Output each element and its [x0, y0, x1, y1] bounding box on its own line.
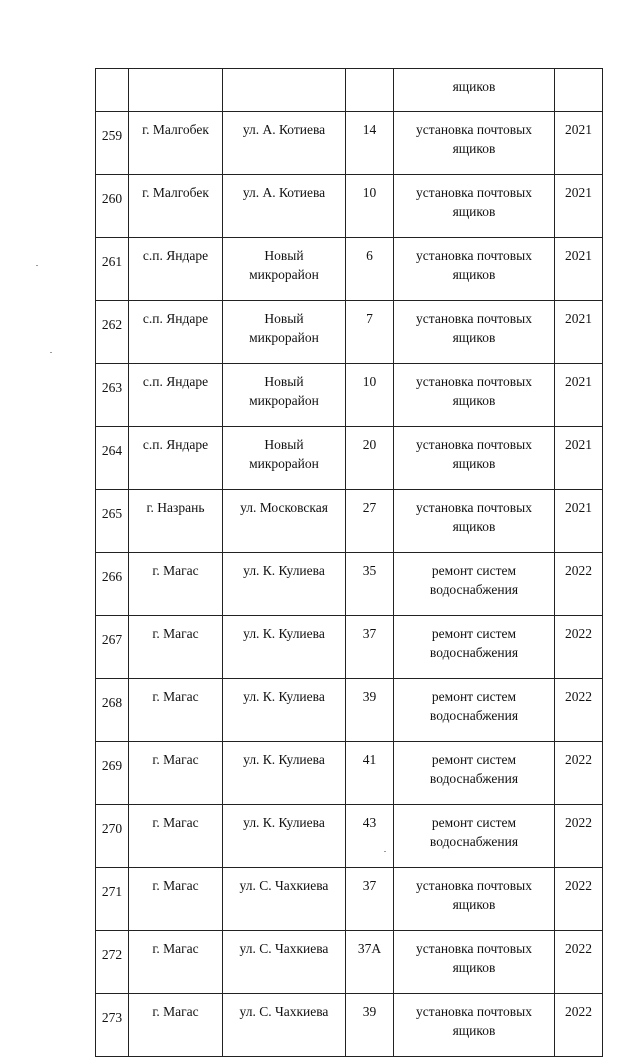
cell-house [346, 364, 394, 427]
work-text: установка почтовых [416, 878, 532, 893]
cell-num [96, 301, 129, 364]
street-text: ул. С. Чахкиева [239, 941, 329, 956]
city-text: с.п. Яндаре [142, 437, 209, 452]
num-text: 272 [101, 947, 123, 962]
num-text: 265 [101, 506, 123, 521]
cell-year [555, 679, 603, 742]
city-text: с.п. Яндаре [142, 248, 209, 263]
table-row [96, 238, 603, 301]
work-text: установка почтовых [416, 311, 532, 326]
cell-house [346, 553, 394, 616]
num-text: 259 [101, 128, 123, 143]
house-text: 39 [362, 689, 377, 704]
street-text: Новый [264, 437, 304, 452]
work-text: ящиков [452, 960, 496, 975]
cell-num [96, 427, 129, 490]
year-text: 2022 [565, 752, 592, 767]
year-text: 2022 [565, 878, 592, 893]
table-row [96, 301, 603, 364]
cell-street [223, 69, 346, 112]
work-text: водоснабжения [429, 708, 519, 723]
cell-house [346, 679, 394, 742]
city-text: г. Магас [152, 878, 199, 893]
scan-speck [50, 352, 52, 353]
street-text: микрорайон [249, 393, 319, 408]
house-text: 43 [362, 815, 377, 830]
cell-street [223, 994, 346, 1057]
city-text: г. Назрань [146, 500, 205, 515]
cell-work [394, 868, 555, 931]
cell-house [346, 994, 394, 1057]
house-text: 14 [362, 122, 377, 137]
cell-city [129, 175, 223, 238]
cell-year [555, 238, 603, 301]
cell-house [346, 616, 394, 679]
cell-city [129, 490, 223, 553]
cell-work [394, 931, 555, 994]
cell-num [96, 364, 129, 427]
year-text: 2022 [565, 815, 592, 830]
street-text: Новый [264, 311, 304, 326]
street-text: ул. С. Чахкиева [239, 1004, 329, 1019]
cell-work [394, 679, 555, 742]
cell-year [555, 364, 603, 427]
city-text: г. Магас [152, 689, 199, 704]
table-row [96, 931, 603, 994]
table-row [96, 742, 603, 805]
work-text: ремонт систем [431, 626, 517, 641]
city-text: г. Малгобек [142, 185, 209, 200]
cell-num [96, 175, 129, 238]
year-text: 2022 [565, 626, 592, 641]
cell-work [394, 994, 555, 1057]
work-text: ящиков [452, 897, 496, 912]
work-text: установка почтовых [416, 500, 532, 515]
num-text: 270 [101, 821, 123, 836]
work-text: водоснабжения [429, 582, 519, 597]
cell-num [96, 616, 129, 679]
year-text: 2022 [565, 689, 592, 704]
continuation-row [96, 69, 603, 112]
table-row [96, 175, 603, 238]
cell-work [394, 553, 555, 616]
year-text: 2021 [565, 311, 592, 326]
city-text: с.п. Яндаре [142, 374, 209, 389]
house-text: 37 [362, 626, 377, 641]
cell-year [555, 868, 603, 931]
cell-house [346, 112, 394, 175]
house-text: 37А [357, 941, 382, 956]
street-text: ул. А. Котиева [242, 185, 326, 200]
work-text: ящиков [452, 204, 496, 219]
cell-num [96, 805, 129, 868]
year-text: 2022 [565, 1004, 592, 1019]
cell-street [223, 616, 346, 679]
cell-num [96, 238, 129, 301]
city-text: г. Магас [152, 941, 199, 956]
city-text: с.п. Яндаре [142, 311, 209, 326]
cell-street [223, 427, 346, 490]
street-text: ул. К. Кулиева [243, 689, 325, 704]
city-text: г. Магас [152, 563, 199, 578]
cell-city [129, 994, 223, 1057]
cell-street [223, 112, 346, 175]
work-text: установка почтовых [416, 941, 532, 956]
num-text: 268 [101, 695, 123, 710]
cell-street [223, 868, 346, 931]
house-text: 10 [362, 374, 377, 389]
cell-year [555, 112, 603, 175]
work-text: ремонт систем [431, 689, 517, 704]
cell-num [96, 679, 129, 742]
cell-num [96, 69, 129, 112]
table-body [96, 69, 603, 1057]
cell-work [394, 742, 555, 805]
work-text: водоснабжения [429, 771, 519, 786]
city-text: г. Магас [152, 626, 199, 641]
city-text: г. Магас [152, 752, 199, 767]
cell-street [223, 364, 346, 427]
num-text: 266 [101, 569, 123, 584]
cell-house [346, 931, 394, 994]
work-text: установка почтовых [416, 1004, 532, 1019]
cell-city [129, 616, 223, 679]
house-text: 20 [362, 437, 377, 452]
year-text: 2021 [565, 437, 592, 452]
cell-street [223, 742, 346, 805]
cell-year [555, 616, 603, 679]
cell-city [129, 69, 223, 112]
city-text: г. Малгобек [142, 122, 209, 137]
work-text: ящиков [452, 79, 496, 94]
cell-year [555, 490, 603, 553]
num-text: 260 [101, 191, 123, 206]
cell-num [96, 490, 129, 553]
work-text: ящиков [452, 141, 496, 156]
cell-street [223, 679, 346, 742]
scan-speck [36, 265, 38, 266]
cell-year [555, 994, 603, 1057]
cell-house [346, 490, 394, 553]
cell-house [346, 301, 394, 364]
cell-work [394, 301, 555, 364]
house-text: 10 [362, 185, 377, 200]
work-text: ремонт систем [431, 563, 517, 578]
table-row [96, 112, 603, 175]
table-row [96, 805, 603, 868]
house-text: 6 [366, 248, 373, 263]
num-text: 267 [101, 632, 123, 647]
cell-work [394, 427, 555, 490]
work-text: водоснабжения [429, 834, 519, 849]
cell-num [96, 994, 129, 1057]
num-text: 261 [101, 254, 123, 269]
cell-year [555, 301, 603, 364]
work-text: ремонт систем [431, 815, 517, 830]
cell-year [555, 931, 603, 994]
street-text: ул. А. Котиева [242, 122, 326, 137]
cell-house [346, 175, 394, 238]
street-text: микрорайон [249, 267, 319, 282]
cell-street [223, 553, 346, 616]
year-text: 2021 [565, 185, 592, 200]
street-text: микрорайон [249, 330, 319, 345]
cell-year [555, 175, 603, 238]
street-text: микрорайон [249, 456, 319, 471]
house-text: 39 [362, 1004, 377, 1019]
cell-work [394, 364, 555, 427]
cell-year [555, 553, 603, 616]
work-text: ящиков [452, 330, 496, 345]
cell-num [96, 112, 129, 175]
cell-year [555, 742, 603, 805]
work-text: установка почтовых [416, 122, 532, 137]
year-text: 2021 [565, 248, 592, 263]
table-row [96, 427, 603, 490]
house-text: 35 [362, 563, 377, 578]
year-text: 2021 [565, 122, 592, 137]
cell-year [555, 805, 603, 868]
work-text: ящиков [452, 519, 496, 534]
work-text: установка почтовых [416, 248, 532, 263]
cell-city [129, 112, 223, 175]
num-text: 263 [101, 380, 123, 395]
cell-city [129, 805, 223, 868]
cell-work [394, 805, 555, 868]
table-row [96, 994, 603, 1057]
cell-work [394, 112, 555, 175]
cell-work [394, 175, 555, 238]
cell-year [555, 69, 603, 112]
table-row [96, 364, 603, 427]
cell-street [223, 238, 346, 301]
work-text: ящиков [452, 393, 496, 408]
work-text: установка почтовых [416, 437, 532, 452]
cell-house [346, 69, 394, 112]
num-text: 262 [101, 317, 123, 332]
cell-num [96, 931, 129, 994]
year-text: 2022 [565, 941, 592, 956]
scan-speck [384, 851, 386, 852]
street-text: ул. К. Кулиева [243, 752, 325, 767]
cell-street [223, 931, 346, 994]
table-row [96, 490, 603, 553]
work-text: ремонт систем [431, 752, 517, 767]
cell-num [96, 553, 129, 616]
cell-street [223, 805, 346, 868]
cell-house [346, 427, 394, 490]
house-text: 37 [362, 878, 377, 893]
table-row [96, 868, 603, 931]
year-text: 2021 [565, 500, 592, 515]
work-text: установка почтовых [416, 185, 532, 200]
cell-num [96, 742, 129, 805]
table-row [96, 553, 603, 616]
address-table [95, 68, 603, 1057]
street-text: ул. С. Чахкиева [239, 878, 329, 893]
cell-work [394, 490, 555, 553]
street-text: Новый [264, 248, 304, 263]
cell-house [346, 742, 394, 805]
table-row [96, 679, 603, 742]
cell-city [129, 364, 223, 427]
cell-house [346, 238, 394, 301]
year-text: 2021 [565, 374, 592, 389]
cell-work [394, 69, 555, 112]
street-text: ул. К. Кулиева [243, 626, 325, 641]
cell-street [223, 301, 346, 364]
num-text: 264 [101, 443, 123, 458]
street-text: ул. Московская [240, 500, 328, 515]
cell-city [129, 931, 223, 994]
work-text: ящиков [452, 267, 496, 282]
street-text: Новый [264, 374, 304, 389]
work-text: ящиков [452, 1023, 496, 1038]
cell-city [129, 238, 223, 301]
year-text: 2022 [565, 563, 592, 578]
num-text: 273 [101, 1010, 123, 1025]
city-text: г. Магас [152, 1004, 199, 1019]
cell-city [129, 301, 223, 364]
cell-city [129, 427, 223, 490]
cell-city [129, 868, 223, 931]
work-text: установка почтовых [416, 374, 532, 389]
work-text: ящиков [452, 456, 496, 471]
house-text: 41 [362, 752, 377, 767]
house-text: 27 [362, 500, 377, 515]
table-row [96, 616, 603, 679]
cell-num [96, 868, 129, 931]
city-text: г. Магас [152, 815, 199, 830]
cell-work [394, 238, 555, 301]
work-text: водоснабжения [429, 645, 519, 660]
cell-city [129, 679, 223, 742]
house-text: 7 [366, 311, 373, 326]
street-text: ул. К. Кулиева [243, 815, 325, 830]
cell-house [346, 868, 394, 931]
cell-street [223, 490, 346, 553]
cell-house [346, 805, 394, 868]
cell-city [129, 553, 223, 616]
cell-year [555, 427, 603, 490]
cell-work [394, 616, 555, 679]
street-text: ул. К. Кулиева [243, 563, 325, 578]
cell-street [223, 175, 346, 238]
num-text: 269 [101, 758, 123, 773]
cell-city [129, 742, 223, 805]
num-text: 271 [101, 884, 123, 899]
